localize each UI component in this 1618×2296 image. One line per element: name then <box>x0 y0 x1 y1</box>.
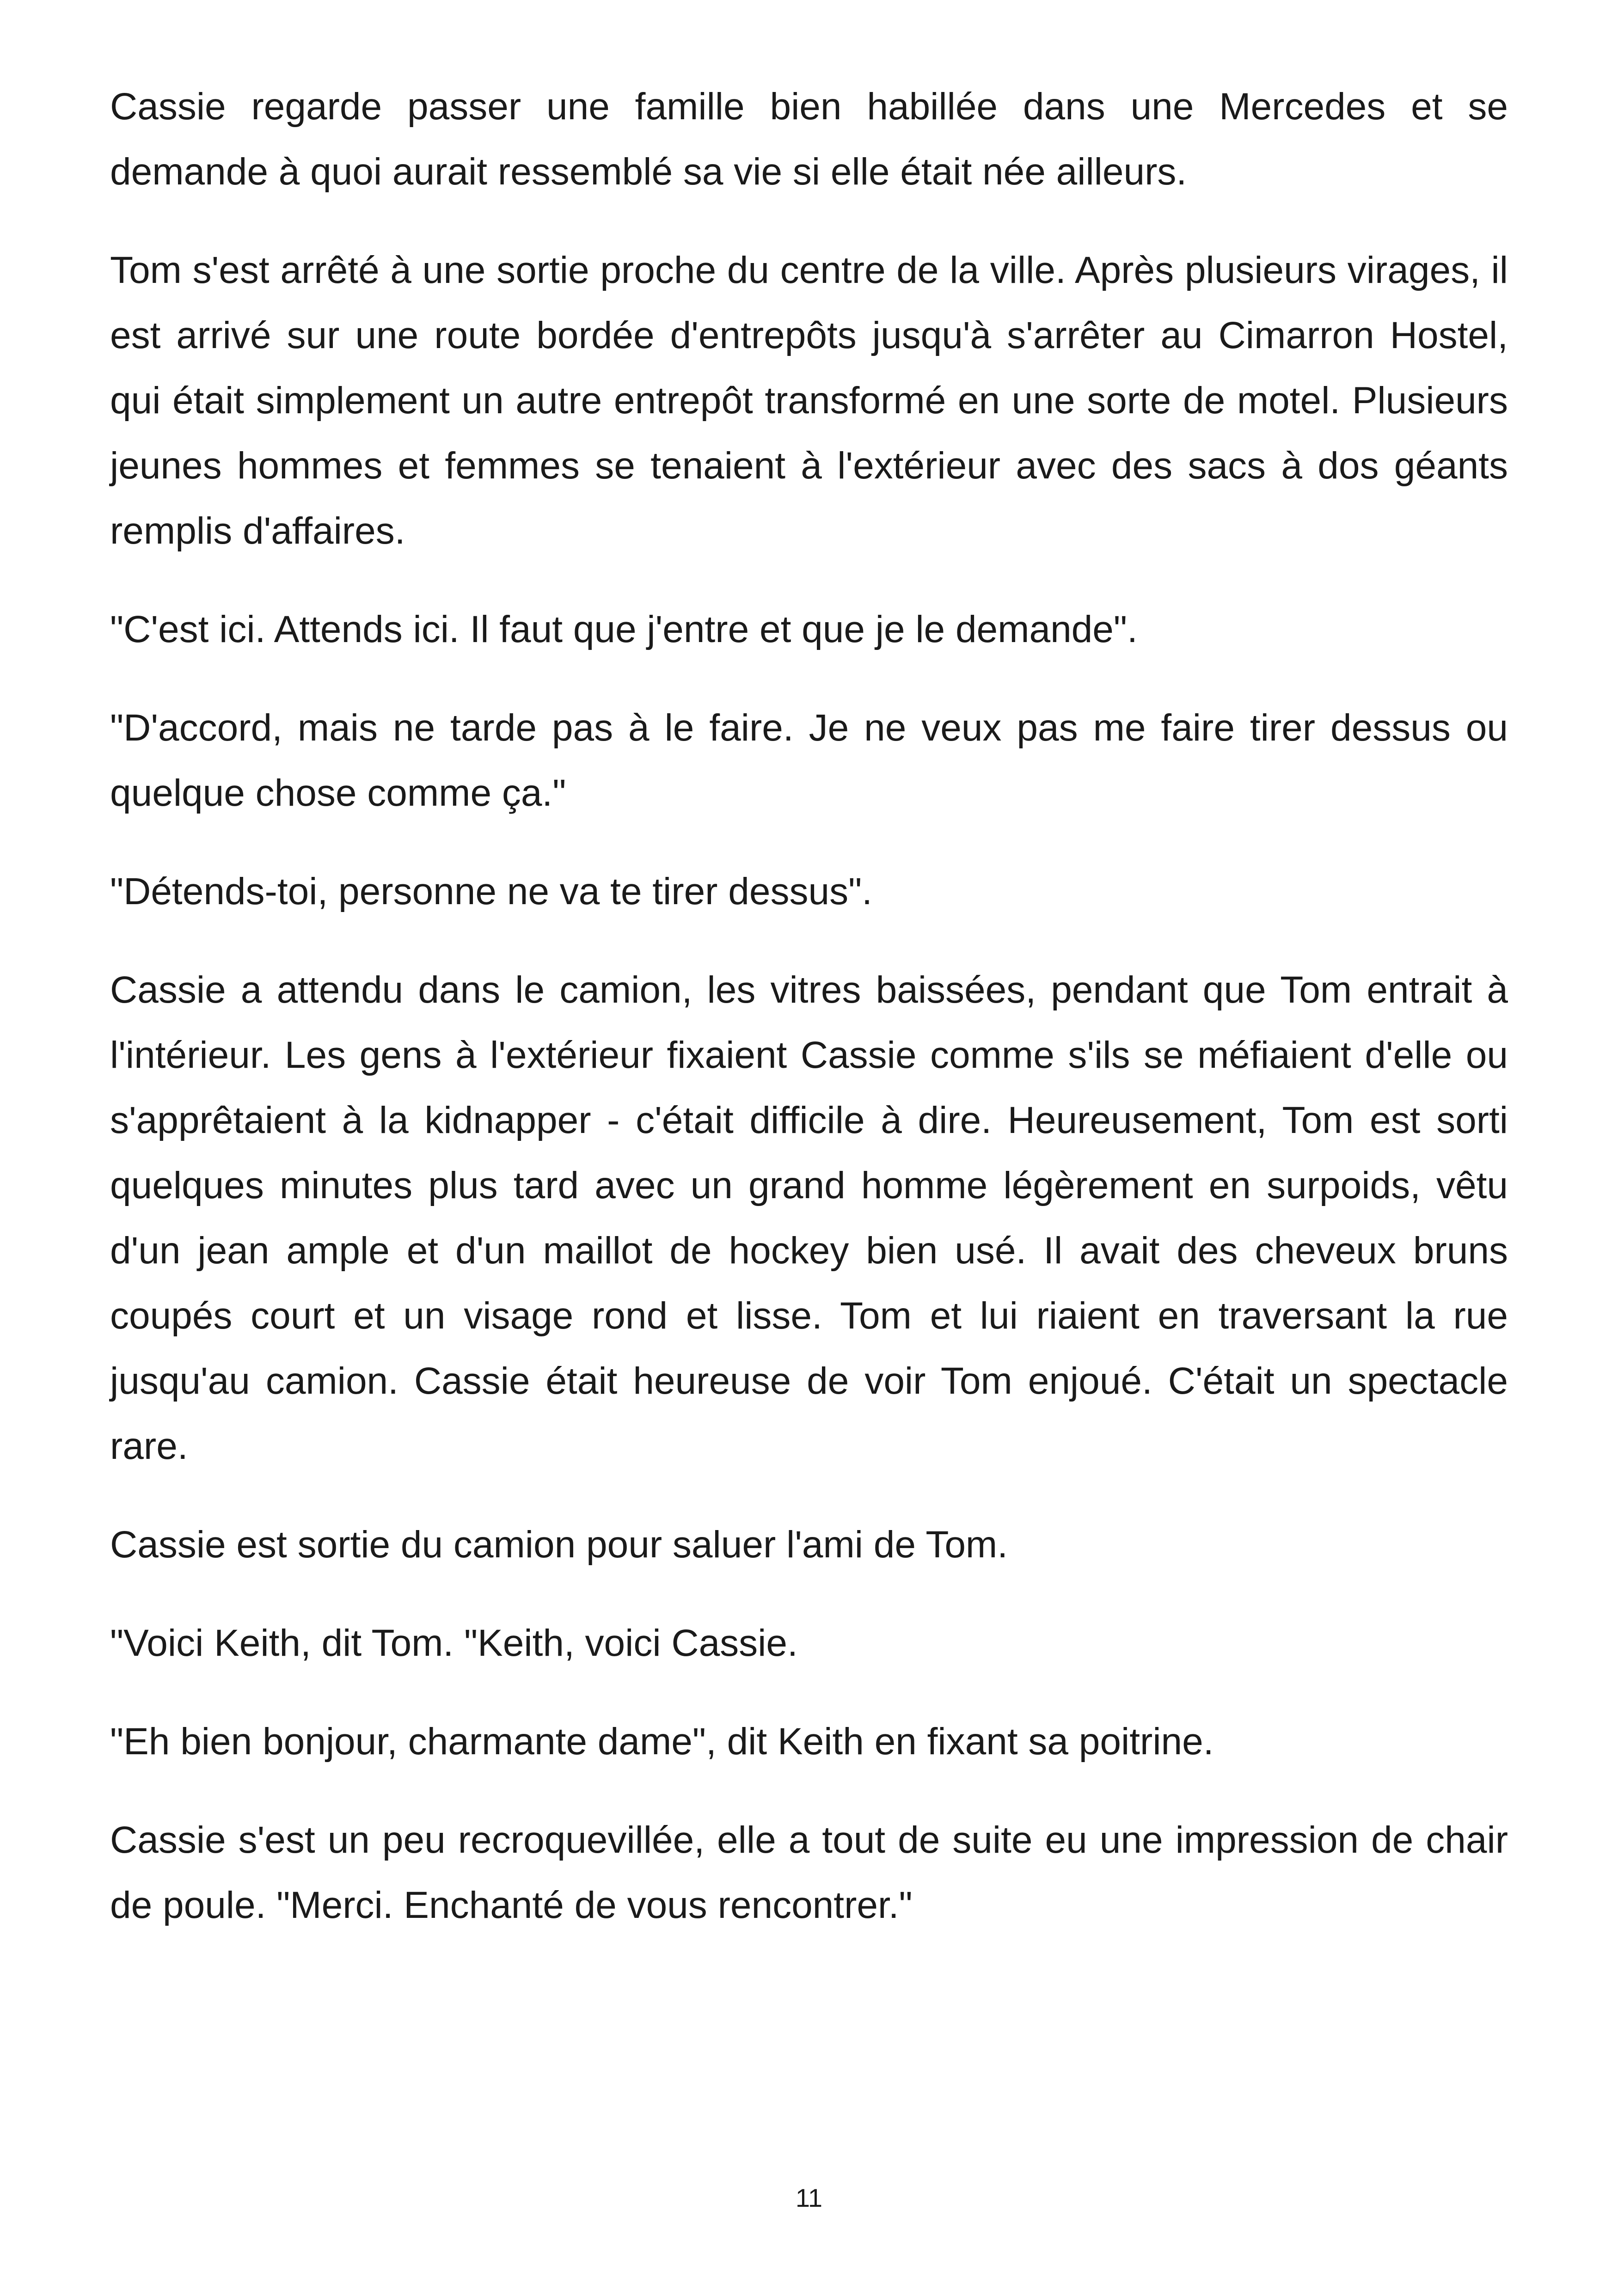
paragraph-5: "Détends-toi, personne ne va te tirer dessus". <box>110 870 872 912</box>
paragraph-6: Cassie a attendu dans le camion, les vitres baissées, pendant que Tom entrait à l'intérieur. Les gens à l'extérieur fixaient Cassie comme s'ils se méfiaient d'elle ou s'apprêtaient à la kidnapper - c'était difficile à dire. Heureusement, Tom est sorti quelques minutes plus tard avec un grand homme légèrement en surpoids, vêtu d'un jean ample et d'un maillot de hockey bien usé. Il avait des cheveux bruns coupés court et un visage rond et lisse. Tom et lui riaient en traversant la rue jusqu'au camion. Cassie était heureuse de voir Tom enjoué. C'était un spectacle rare. <box>110 969 1508 1467</box>
paragraph-7: Cassie est sortie du camion pour saluer l'ami de Tom. <box>110 1524 1008 1566</box>
body-text <box>110 74 1508 1971</box>
paragraph-4: "D'accord, mais ne tarde pas à le faire. Je ne veux pas me faire tirer dessus ou quelque chose comme ça." <box>110 707 1508 814</box>
paragraph-8: "Voici Keith, dit Tom. "Keith, voici Cassie. <box>110 1622 798 1664</box>
page-number: 11 <box>795 2183 823 2212</box>
paragraph-9: "Eh bien bonjour, charmante dame", dit Keith en fixant sa poitrine. <box>110 1720 1214 1763</box>
paragraph-3: "C'est ici. Attends ici. Il faut que j'entre et que je le demande". <box>110 608 1138 650</box>
paragraph-1: Cassie regarde passer une famille bien habillée dans une Mercedes et se demande à quoi aurait ressemblé sa vie si elle était née ailleurs. <box>110 86 1508 193</box>
paragraph-2: Tom s'est arrêté à une sortie proche du centre de la ville. Après plusieurs virages, il est arrivé sur une route bordée d'entrepôts jusqu'à s'arrêter au Cimarron Hostel, qui était simplement un autre entrepôt transformé en une sorte de motel. Plusieurs jeunes hommes et femmes se tenaient à l'extérieur avec des sacs à dos géants remplis d'affaires. <box>110 249 1508 552</box>
paragraph-10: Cassie s'est un peu recroquevillée, elle a tout de suite eu une impression de chair de poule. "Merci. Enchanté de vous rencontrer." <box>110 1819 1508 1926</box>
